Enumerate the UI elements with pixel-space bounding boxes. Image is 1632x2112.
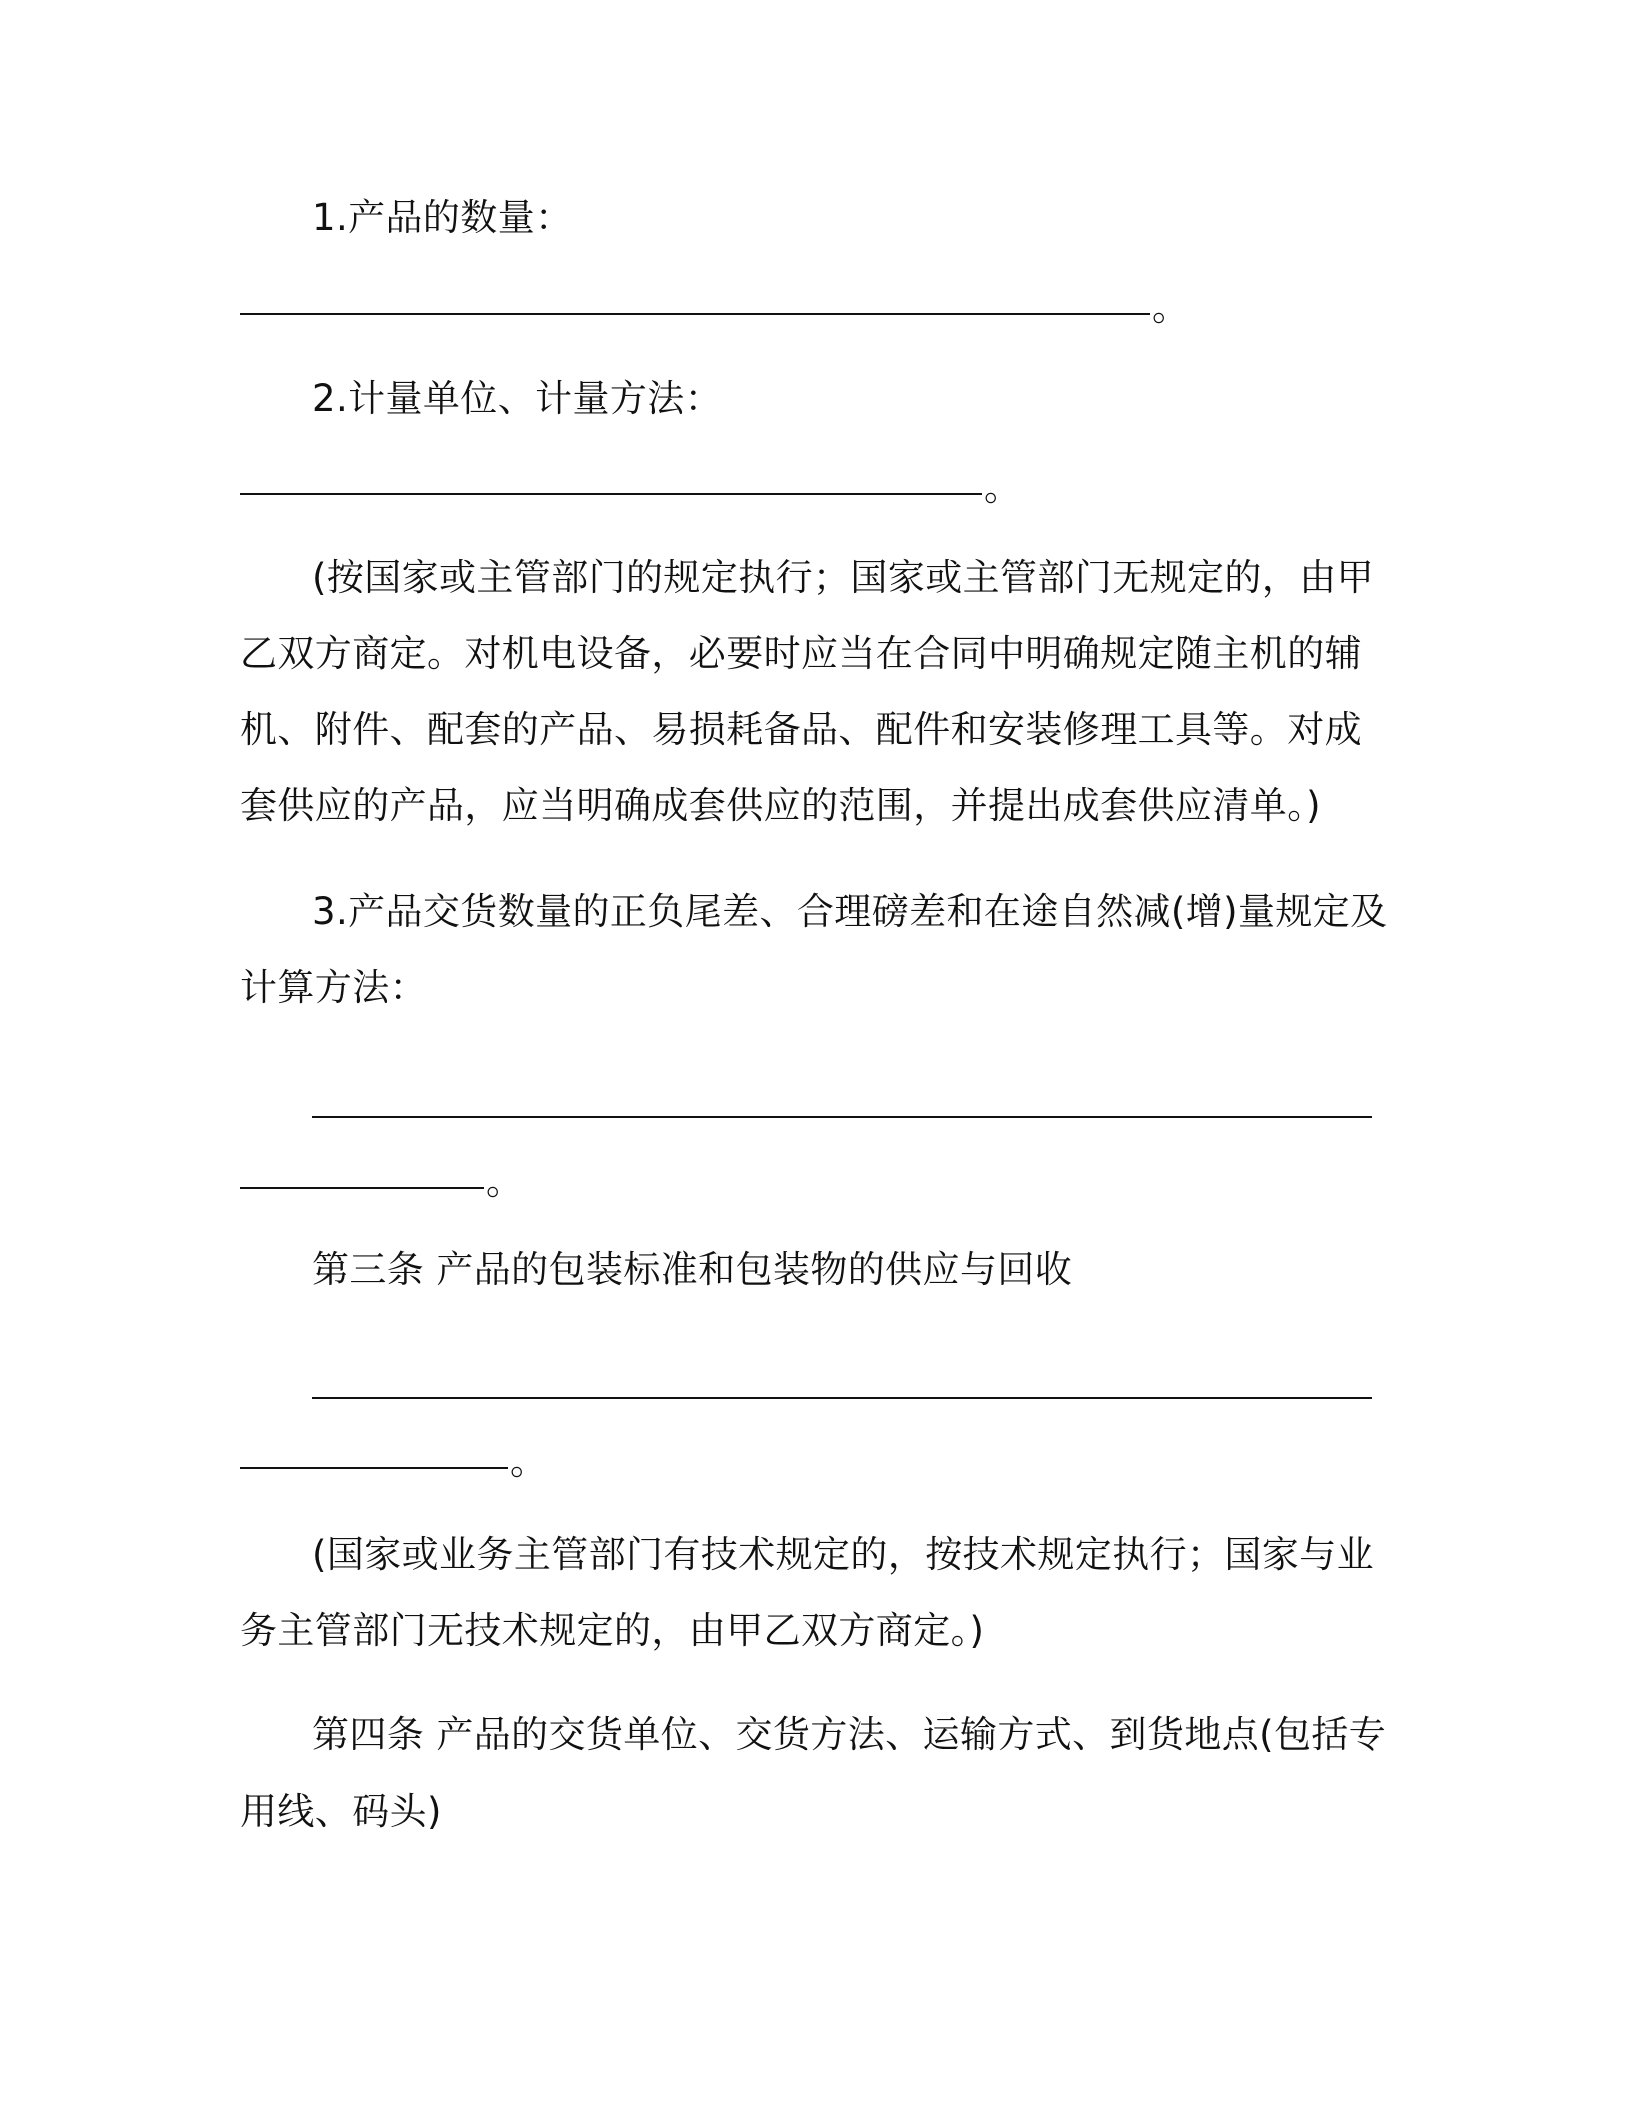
article4-line: 用线、码头) [240,1790,442,1833]
article3-blank-line [312,1397,1372,1399]
note2-line: 务主管部门无技术规定的，由甲乙双方商定。) [240,1609,985,1652]
item2-label: 2.计量单位、计量方法： [312,377,723,420]
article3-period: 。 [510,1440,547,1483]
article4-line: 第四条 产品的交货单位、交货方法、运输方式、到货地点(包括专 [312,1713,1387,1756]
item1-period: 。 [1152,286,1189,329]
article3-title: 第三条 产品的包装标准和包装物的供应与回收 [312,1248,1073,1291]
item3-blank-line [240,1187,484,1189]
note1-line: (按国家或主管部门的规定执行；国家或主管部门无规定的，由甲 [312,556,1375,599]
note2-line: (国家或业务主管部门有技术规定的，按技术规定执行；国家与业 [312,1533,1375,1576]
item2-blank-line [240,493,982,495]
item3-blank-line [312,1116,1372,1118]
item2-period: 。 [984,466,1021,509]
note1-line: 套供应的产品，应当明确成套供应的范围，并提出成套供应清单。) [240,784,1321,827]
note1-line: 机、附件、配套的产品、易损耗备品、配件和安装修理工具等。对成 [240,708,1362,751]
item1-label: 1.产品的数量： [312,196,573,239]
item3-period: 。 [486,1160,523,1203]
item3-line: 3.产品交货数量的正负尾差、合理磅差和在途自然减(增)量规定及 [312,890,1388,933]
article3-blank-line [240,1467,508,1469]
note1-line: 乙双方商定。对机电设备，必要时应当在合同中明确规定随主机的辅 [240,632,1362,675]
item3-line: 计算方法： [240,966,427,1009]
item1-blank-line [240,313,1150,315]
